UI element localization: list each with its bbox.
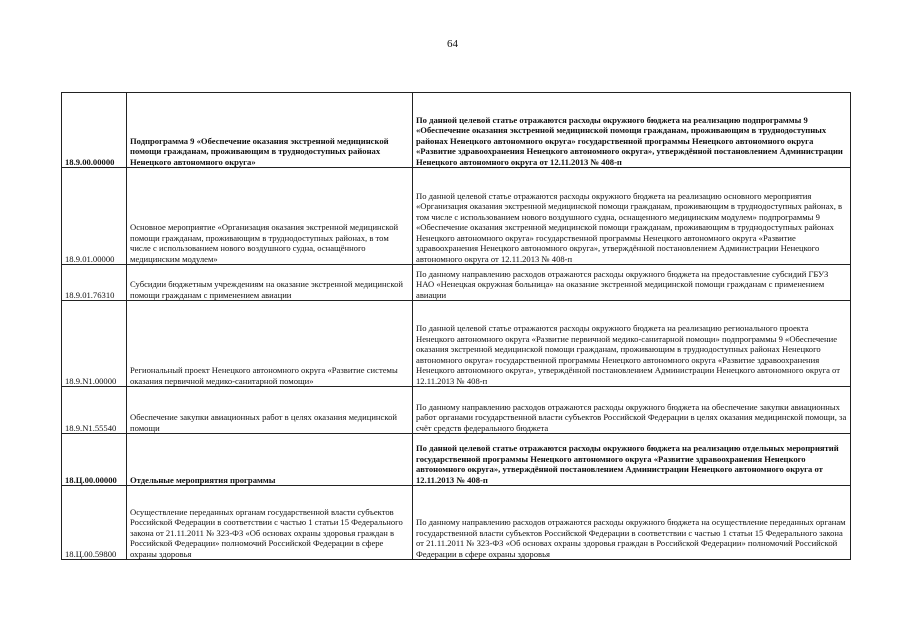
row-description: По данной целевой статье отражаются расходы окружного бюджета на реализацию отдельных мероприятий государственной программы Ненецкого автономного округа «Развитие здравоохранения Ненецкого автономного округа», утверждённой постановлением Администрации Ненецкого автономного округа от 12.11.2013 № 408-п: [413, 434, 851, 486]
row-code: 18.9.00.00000: [62, 93, 127, 168]
row-description: По данной целевой статье отражаются расходы окружного бюджета на реализацию подпрограммы 9 «Обеспечение оказания экстренной медицинской помощи гражданам, проживающим в труднодоступных районах Ненецкого автономного округа» государственной программы Ненецкого автономного округа «Развитие здравоохранения Ненецкого автономного округа», утверждённой постановлением Администрации Ненецкого автономного округа от 12.11.2013 № 408-п: [413, 93, 851, 168]
table-row: [62, 93, 851, 168]
row-description: По данной целевой статье отражаются расходы окружного бюджета на реализацию регионального проекта Ненецкого автономного округа «Развитие первичной медико-санитарной помощи» подпрограммы 9 «Обеспечение оказания экстренной медицинской помощи гражданам, проживающим в труднодоступных районах Ненецкого автономного округа» государственной программы Ненецкого автономного округа «Развитие здравоохранения Ненецкого автономного округа», утверждённой постановлением Администрации Ненецкого автономного округа от 12.11.2013 № 408-п: [413, 301, 851, 387]
row-code: 18.Ц.00.59800: [62, 486, 127, 560]
table-row: [62, 301, 851, 387]
table-row: [62, 168, 851, 265]
row-name: Подпрограмма 9 «Обеспечение оказания экстренной медицинской помощи гражданам, проживающим в труднодоступных районах Ненецкого автономного округа»: [127, 93, 413, 168]
row-name: Осуществление переданных органам государственной власти субъектов Российской Федерации в соответствии с частью 1 статьи 15 Федерального закона от 21.11.2011 № 323-ФЗ «Об основах охраны здоровья граждан в Российской Федерации» полномочий Российской Федерации в сфере охраны здоровья: [127, 486, 413, 560]
table-row: [62, 387, 851, 434]
table-row: [62, 434, 851, 486]
row-name: Отдельные мероприятия программы: [127, 434, 413, 486]
row-code: 18.Ц.00.00000: [62, 434, 127, 486]
row-name: Региональный проект Ненецкого автономного округа «Развитие системы оказания первичной медико-санитарной помощи»: [127, 301, 413, 387]
table-row: [62, 486, 851, 560]
page-number: 64: [447, 38, 458, 50]
row-code: 18.9.N1.00000: [62, 301, 127, 387]
budget-classification-table: [61, 92, 851, 560]
row-code: 18.9.01.00000: [62, 168, 127, 265]
row-code: 18.9.01.76310: [62, 265, 127, 301]
row-name: Основное мероприятие «Организация оказания экстренной медицинской помощи гражданам, проживающим в труднодоступных районах, в том числе с использованием нового воздушного судна, оснащённого медицинским модулем»: [127, 168, 413, 265]
row-description: По данному направлению расходов отражаются расходы окружного бюджета на обеспечение закупки авиационных работ органами государственной власти субъектов Российской Федерации в целях оказания медицинской помощи, за счёт средств федерального бюджета: [413, 387, 851, 434]
row-code: 18.9.N1.55540: [62, 387, 127, 434]
row-name: Субсидии бюджетным учреждениям на оказание экстренной медицинской помощи гражданам с применением авиации: [127, 265, 413, 301]
table-row: [62, 265, 851, 301]
row-description: По данному направлению расходов отражаются расходы окружного бюджета на предоставление субсидий ГБУЗ НАО «Ненецкая окружная больница» на оказание экстренной медицинской помощи гражданам с применением авиации: [413, 265, 851, 301]
row-description: По данному направлению расходов отражаются расходы окружного бюджета на осуществление переданных органам государственной власти субъектов Российской Федерации в соответствии с частью 1 статьи 15 Федерального закона от 21.11.2011 № 323-ФЗ «Об основах охраны здоровья граждан в Российской Федерации» полномочий Российской Федерации в сфере охраны здоровья: [413, 486, 851, 560]
row-name: Обеспечение закупки авиационных работ в целях оказания медицинской помощи: [127, 387, 413, 434]
row-description: По данной целевой статье отражаются расходы окружного бюджета на реализацию основного мероприятия «Организация оказания экстренной медицинской помощи гражданам, проживающим в труднодоступных районах, в том числе с использованием нового воздушного судна, оснащенного медицинским модулем» подпрограммы 9 «Обеспечение оказания экстренной медицинской помощи гражданам, проживающим в труднодоступных районах Ненецкого автономного округа» государственной программы Ненецкого автономного округа «Развитие здравоохранения Ненецкого автономного округа», утверждённой постановлением Администрации Ненецкого автономного округа от 12.11.2013 № 408-п: [413, 168, 851, 265]
